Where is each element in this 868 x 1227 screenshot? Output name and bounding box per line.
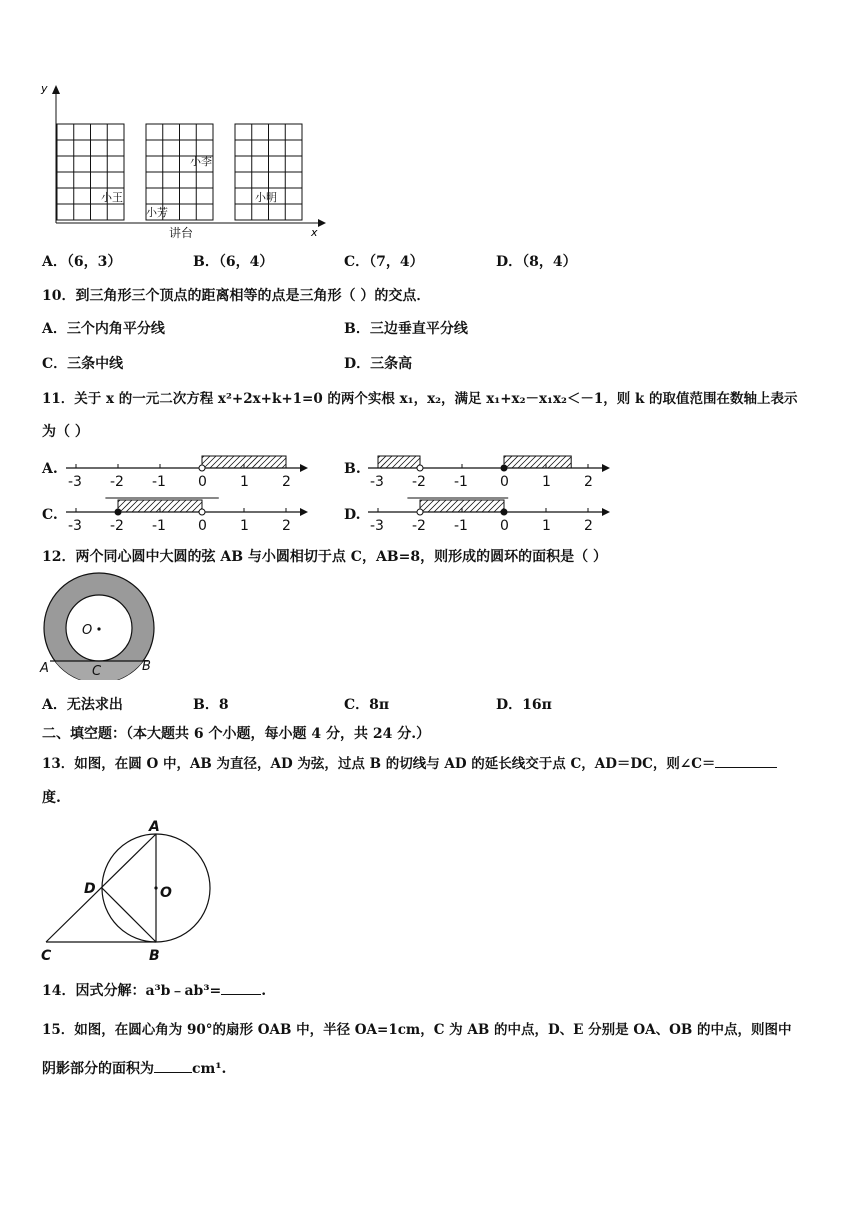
- open-dot: [199, 465, 205, 471]
- q11-numberline-a: [64, 450, 314, 494]
- open-dot: [417, 465, 423, 471]
- closed-dot: [501, 465, 507, 471]
- q14-answer-blank: [221, 980, 261, 995]
- q11-numberline-c: [64, 494, 314, 540]
- label-o: O: [160, 885, 172, 901]
- q14-end: .: [261, 983, 267, 999]
- open-dot: [417, 509, 423, 515]
- q13-stem-line1: 13．如图，在圆 O 中，AB 为直径，AD 为弦，过点 B 的切线与 AD 的延长线交于点 C，AD＝DC，则∠C＝: [42, 756, 716, 772]
- axis-arrow: [300, 464, 308, 472]
- q13-answer-blank: [715, 753, 777, 768]
- tick-label: -3: [68, 474, 82, 490]
- q9-option-d: D．（8，4）: [496, 254, 577, 270]
- label-b: B: [149, 948, 160, 964]
- axis-arrow: [300, 508, 308, 516]
- tick-label: -2: [110, 474, 124, 490]
- seat-grid-left: [57, 124, 124, 220]
- tick-label: -3: [370, 518, 384, 534]
- q11-numberline-b: [366, 450, 616, 494]
- shaded-range: [378, 456, 420, 468]
- label-o: O: [82, 623, 93, 638]
- tick-label: -3: [68, 518, 82, 534]
- q10-option-d: D．三条高: [344, 356, 413, 372]
- annulus-diagram: [36, 572, 166, 680]
- seat-label-xiaowang: 小王: [101, 191, 123, 204]
- q10-option-c: C．三条中线: [42, 356, 124, 372]
- q14-stem: 14．因式分解：a³b﹣ab³=: [42, 983, 222, 999]
- seat-label-xiaofang: 小芳: [146, 206, 168, 219]
- q9-option-c: C．（7，4）: [344, 254, 424, 270]
- closed-dot: [501, 509, 507, 515]
- label-d: D: [84, 881, 96, 897]
- q15-answer-blank: [154, 1058, 192, 1073]
- q15-wrap: [42, 1058, 226, 1078]
- q10-option-b: B．三边垂直平分线: [344, 321, 468, 337]
- q9-option-a: A．（6，3）: [42, 254, 122, 270]
- closed-dot: [115, 509, 121, 515]
- tick-label: 0: [198, 474, 207, 490]
- tick-label: 0: [500, 518, 509, 534]
- y-axis-label: y: [41, 82, 48, 95]
- q12-option-c: C．8π: [344, 697, 390, 713]
- tick-label: -3: [370, 474, 384, 490]
- q11-option-b-letter: B.: [344, 461, 361, 477]
- q11-option-c-letter: C.: [42, 507, 58, 523]
- label-b: B: [142, 659, 151, 674]
- tick-label: -1: [152, 518, 166, 534]
- tick-label: -1: [454, 474, 468, 490]
- open-dot: [199, 509, 205, 515]
- q11-option-a-letter: A.: [42, 461, 58, 477]
- label-a: A: [149, 819, 160, 835]
- tick-label: -2: [110, 518, 124, 534]
- q12-option-b: B．8: [193, 697, 229, 713]
- axis-arrow: [602, 464, 610, 472]
- chord-db: [102, 888, 156, 942]
- y-axis-arrow: [52, 85, 60, 94]
- q15-stem-line2-post: cm¹.: [192, 1061, 227, 1077]
- q11-stem-line1: 11．关于 x 的一元二次方程 x²+2x+k+1=0 的两个实根 x₁，x₂，满足 x₁+x₂－x₁x₂＜－1，则 k 的取值范围在数轴上表示: [42, 391, 798, 407]
- q13-stem-line1-wrap: [42, 752, 777, 772]
- label-c: C: [92, 664, 102, 679]
- tick-label: 2: [584, 518, 593, 534]
- x-axis-label: x: [311, 226, 318, 239]
- q15-stem-line1: 15．如图，在圆心角为 90°的扇形 OAB 中，半径 OA=1cm，C 为 AB 的中点，D、E 分别是 OA、OB 的中点，则图中: [42, 1022, 792, 1038]
- tick-label: 2: [282, 518, 291, 534]
- tick-label: 1: [542, 474, 551, 490]
- section2-heading: 二、填空题：（本大题共 6 个小题，每小题 4 分，共 24 分.）: [42, 726, 431, 742]
- q11-stem-line2: 为（ ）: [42, 424, 89, 440]
- label-c: C: [41, 948, 52, 964]
- label-a: A: [40, 661, 49, 676]
- tick-label: -1: [152, 474, 166, 490]
- q12-stem: 12．两个同心圆中大圆的弦 AB 与小圆相切于点 C，AB=8，则形成的圆环的面积是（ ）: [42, 549, 607, 565]
- q14-wrap: [42, 980, 266, 1000]
- axis-arrow: [602, 508, 610, 516]
- shaded-range: [504, 456, 571, 468]
- seating-diagram: [38, 78, 328, 248]
- tick-label: -2: [412, 474, 426, 490]
- q10-option-a: A．三个内角平分线: [42, 321, 165, 337]
- q9-option-b: B．（6，4）: [193, 254, 274, 270]
- circle-tangent-diagram: [36, 815, 216, 965]
- seat-label-xiaoming: 小明: [255, 191, 277, 204]
- q12-option-a: A．无法求出: [42, 697, 123, 713]
- q15-stem-line2-pre: 阴影部分的面积为: [42, 1061, 154, 1077]
- tick-label: 1: [240, 518, 249, 534]
- q11-numberline-d: [366, 494, 616, 540]
- tick-label: 1: [240, 474, 249, 490]
- seat-label-xiaoli: 小李: [190, 155, 212, 168]
- q13-stem-line2: 度.: [42, 790, 61, 806]
- x-axis-arrow: [318, 219, 326, 227]
- center-dot: [97, 627, 100, 630]
- podium-label: 讲台: [169, 226, 194, 240]
- tick-label: 0: [500, 474, 509, 490]
- tick-label: -1: [454, 518, 468, 534]
- q11-option-d-letter: D.: [344, 507, 361, 523]
- tick-label: -2: [412, 518, 426, 534]
- tick-label: 1: [542, 518, 551, 534]
- center-dot: [154, 886, 157, 889]
- seat-grid-right: [235, 124, 302, 220]
- tick-label: 2: [584, 474, 593, 490]
- tick-label: 0: [198, 518, 207, 534]
- tick-label: 2: [282, 474, 291, 490]
- q10-stem: 10．到三角形三个顶点的距离相等的点是三角形（ ）的交点．: [42, 288, 431, 304]
- q12-option-d: D．16π: [496, 697, 552, 713]
